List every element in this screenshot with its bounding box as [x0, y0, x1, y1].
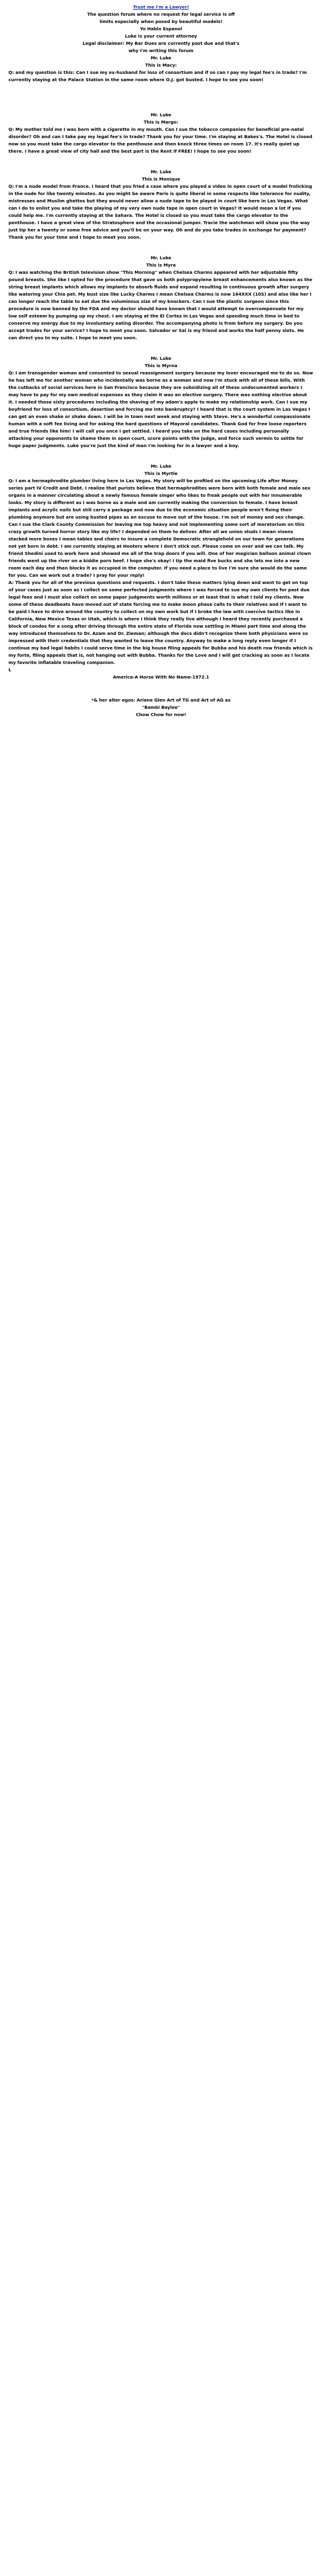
page-title[interactable]: Trust me I'm a Lawyer! — [133, 4, 189, 10]
intro-block — [8, 11, 314, 84]
art-credit-line: "Bambi Baylee" — [142, 705, 180, 710]
intro-line: Legal disclaimer: My Bar Dues are currently past due and that's — [82, 41, 240, 46]
question-text: Q: I'm a nude model from France. I heard that you fried a case where you played a video in open court of a model frolicking in the nude for like twenty minutes. As you might be aware Paris is quite liberal in some respects like tolerance for nudity, mistresses and Muslim ghettos but they would never allow a nude tape to be played in court like here in Las Vegas. What can I do to enlist you and take the playing of my very own nude tape in open court in Vegas? It would mean a lot if you could help me. I'm currently staying at the Sahara. The Hotel is closed so you must take the cargo elevator to the penthouse. I have a great view of the Stratosphere and the occasional jumper. Tracie the watchman will show you the way just tip her a twenty or some free advice and you'll be on your way. Oh and do you take trades in exchange for payment? Thank you for your time and I hope to meet you soon. — [8, 184, 312, 240]
question-text: Q: I was watching the British television show "This Morning" when Chelsea Charms appeared with her adjustable fifty pound breasts. She like I opted for the procedure that gave us both polypropylene breast enhancements also known as the string breast implants which allows my implants to absorb fluids and expand resulting in continuous growth after surgery like watering your Chia pet. My bust size like Lucky Charms I mean Chelsea Charms is now 164XXX (10S) and also like her I can longer reach the table to eat due the voluminous size of my knockers. Can I sue the plastic surgeon since this procedure is now banned by the FDA and my doctor should have known that I would attempt to overcompensate for my low self esteem by pumping up my chest. I am staying at the El Cortez in Las Vegas and spending much time in bed to conserve my energy due to my involuntary eating disorder. The accompanying photo is from before my surgery. Do you accept trades for your service? I hope to meet you soon. Salvador or Sal is my friend and works the half penny slots. He can direct you to my suite. I hope to meet you soon. — [8, 270, 313, 340]
closing-line: Chow Chow for now! — [136, 712, 186, 717]
letter-myrtle — [8, 463, 314, 579]
intro-line: limits especially when posed by beautiful models! — [99, 19, 223, 24]
footer-block — [8, 697, 314, 719]
intro-line: why I'm writing this forum — [128, 48, 194, 53]
letter-myra — [8, 254, 314, 342]
letter-from: This is Margo: — [143, 119, 179, 125]
letter-from: This is Monique — [142, 176, 180, 182]
question-text: Q: and my question is this: Can I sue my ex-husband for loss of consortium and if so can I pay my legal fee's in trade? I'm currently staying at the Palace Station in the same room where O.J. got busted. I hope to see you soon! — [8, 70, 307, 82]
salutation: Mr. Luke — [150, 463, 172, 469]
intro-line: The question forum where no request for legal service is off — [87, 12, 235, 17]
salutation: Mr. Luke — [150, 112, 172, 118]
question-text: Q: I am transgender woman and consented to sexual reassignment surgery because my lover encouraged me to do so. Now he has left me for another woman who incidentally was borne as a woman and now I'm stuck with all of these bills. With the cutbacks of social services here in San Francisco because they are subsidizing all of these undocumented workers I may have to pay for my own medical expenses as they claim it was an elective surgery. There was nothing elective about it. I needed these sixty procedures including the shaving of my adam's apple to make my relationship work. Can I sue my boyfriend for loss of consortium, desertion and forcing me into bankruptcy? I heard that is the court system in Las Vegas I can get an even shake or shake down. I will be in town next week and staying with Steve. He's a wonderful compassionate human with a soft fee living and for asking the hard questions of Mayoral candidates. Thank God for free loose reporters and true friends like him! I will call you once I get settled. I heard you take on the hard cases including personally attacking your opponents to shame them in open court, score points with the judge, and force such vermin to settle for huge paper judgments. Luke you're just the kind of man I'm looking for in a lawyer and a boy. — [8, 370, 314, 448]
letter-from: This is Myrna — [145, 363, 177, 368]
song-credit: America-A Horse With No Name-1972.1 — [113, 674, 209, 680]
answer-text: A: Thank you for all of the previous questions and requests. I don't take these matters lying down and want to get on top of your cases just as soon as I collect on some perfected judgments where I was forced to sue my own clients for past due legal fees and I must also collect on some paper judgments worth millions or at least that is what I told my clients. Now some of these deadbeats have moved out of state forcing me to make moon phase calls to their relatives and If I want to be paid I have to drive around the country to collect on my own work but if I broke the law with coercive tactics like in California, New Mexico Texas or Utah, which is where I think they really live although I heard they recently purchased a block of condos for a song after driving through the entire state of Florida now settling in Miami part time and along the way introduced themselves to Dr. Azam and Dr. Zieman; although the docs didn't recognize them both physicians were so impressed with their credentials that they wanted to leave the country. Anyway to make a long reply even longer if I continue my bad legal habits I could serve time in the big house filing appeals for Bubba and his death row friends which is my forte, filing appeals that is, not hanging out with Bubba. Thanks for the Love and I will get cracking as soon as I locate my favorite inflatable traveling companion. — [8, 580, 313, 665]
letter-margo — [8, 97, 314, 155]
letter-from: This is Myra — [146, 262, 176, 268]
salutation: Mr. Luke — [150, 55, 172, 61]
question-text: Q: My mother told me I was born with a cigarette in my mouth. Can I sue the tobacco companies for beneficial pre-natal disorder? Oh and can I take pay my legal fee's in trade? Thank you for your time. I'm staying at Bakes's. The Hotel is closed now so you must take the cargo elevator to the penthouse and then knock three times on room 17. It's really quiet up there. I have a great view of city hall and the best part is the Rent if FREE! I hope to see you soon! — [8, 127, 312, 154]
letter-from: This is Macy: — [145, 62, 177, 68]
letter-monique — [8, 168, 314, 241]
letter-myrna — [8, 355, 314, 450]
intro-line: Luke is your current attorney — [125, 33, 197, 39]
art-credit-line: *& her alter egos: Ariane Glen Art of TG and Art of AG as — [91, 697, 231, 703]
signoff: L — [8, 667, 12, 672]
question-text: Q: I am a hermaphrodite plumber living here in Las Vegas. My story will be profiled on the upcoming Life after Money series part IV Credit and Debt. I realize that purists believe that hermaphrodites were born with both female and male sex organs in a manner circulating about a newly famous female singer who likes to freak people out with her innumerable looks. My story is different as I was borne as a male and am currently making the conversion to female. I have breast implants and acrylic nails but still carry a package and now due to the economic situation people aren't fixing their plumbing anymore but are using busted pipes as an excuse to move out of the house. I'm out of money and sex change. Can I sue the Clark County Commission for leaving me top heavy and not implementing some sort of moratorium on this crazy growth turned horror story like my life? I depended on them to deliver. After all we union studs I mean vixens stacked more boxes I mean tables and chairs to insure a complete Democratic stranglehold on our town for generations not yet born in debt. I am currently staying at Hooters where I don't stick out. Please come on over and we can talk. My friend Shedini used to work here and showed me all of the trap doors if you will. One of her magician balloon animal clown friends went up the river on a kiddie porn beef. I hope she's okay! I tip the maid five bucks and she lets me into a new room each day and then blocks it as occupied in the computer. If you need a place to live I'm sure she would do the same for you. Can we work out a trade? I pray for your reply! — [8, 478, 311, 578]
salutation: Mr. Luke — [150, 169, 172, 174]
letter-from: This is Myrtle — [144, 471, 178, 476]
intro-line: Yo Hablo Espanol — [140, 26, 182, 32]
salutation: Mr. Luke — [150, 255, 172, 261]
salutation: Mr. Luke — [150, 356, 172, 361]
